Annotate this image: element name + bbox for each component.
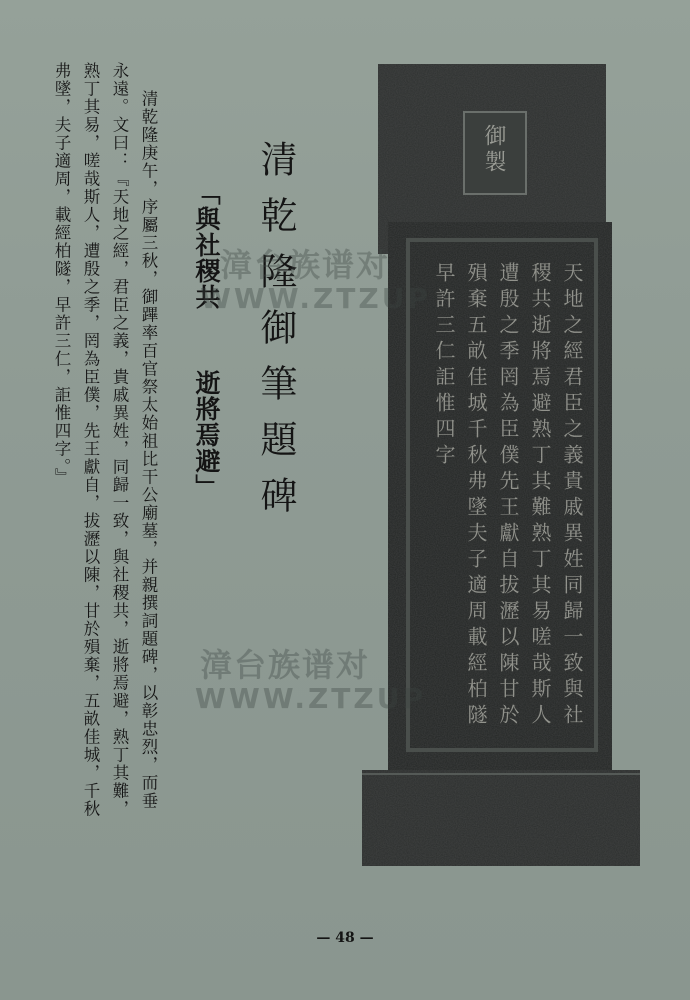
subtitle-quote-line-2: 逝將焉避」 — [192, 370, 221, 500]
subtitle-quote-line-1: 「與社稷共 — [192, 180, 221, 310]
stele-inscription-column: 殞棄五畝佳城千秋弗墜夫子適周載經柏隧 — [464, 262, 488, 730]
stele-rubbing-photo — [362, 62, 642, 870]
stele-inscription-column: 遭殷之季罔為臣僕先王獻自拔瀝以陳甘於 — [496, 262, 520, 730]
page-title: 清乾隆御筆題碑 — [254, 140, 297, 532]
stele-inscription-column: 天地之經君臣之義貴戚異姓同歸一致與社 — [560, 262, 584, 730]
watermark-url: WWW.ZTZUP — [200, 282, 431, 315]
watermark-url: WWW.ZTZUP — [195, 682, 426, 715]
stele-inscription-column: 稷共逝將焉避熟丁其難熟丁其易嗟哉斯人 — [528, 262, 552, 730]
body-text-column: 弗墜，夫子適周，載經柏隧，早許三仁，詎惟四字。』 — [52, 62, 71, 486]
page-number: — 48 — — [316, 930, 374, 946]
body-text-column: 永遠。文曰：『天地之經，君臣之義，貴戚異姓，同歸一致，與社稷共，逝將焉避，熟丁其難， — [110, 62, 129, 818]
body-text-column: 熟丁其易，嗟哉斯人，遭殷之季，罔為臣僕，先王獻自，拔瀝以陳，甘於殞棄，五畝佳城，千秋 — [81, 62, 100, 818]
stele-inscription-column: 早許三仁詎惟四字 — [432, 262, 456, 470]
watermark-text: 漳台族谱对 — [220, 246, 391, 284]
stele-header-text: 御製 — [481, 124, 506, 176]
body-text-column: 清乾隆庚午，序屬三秋，御蹕率百官祭太始祖比干公廟墓，并親撰詞題碑，以彰忠烈，而垂 — [139, 90, 158, 810]
watermark-text: 漳台族谱对 — [200, 646, 371, 684]
